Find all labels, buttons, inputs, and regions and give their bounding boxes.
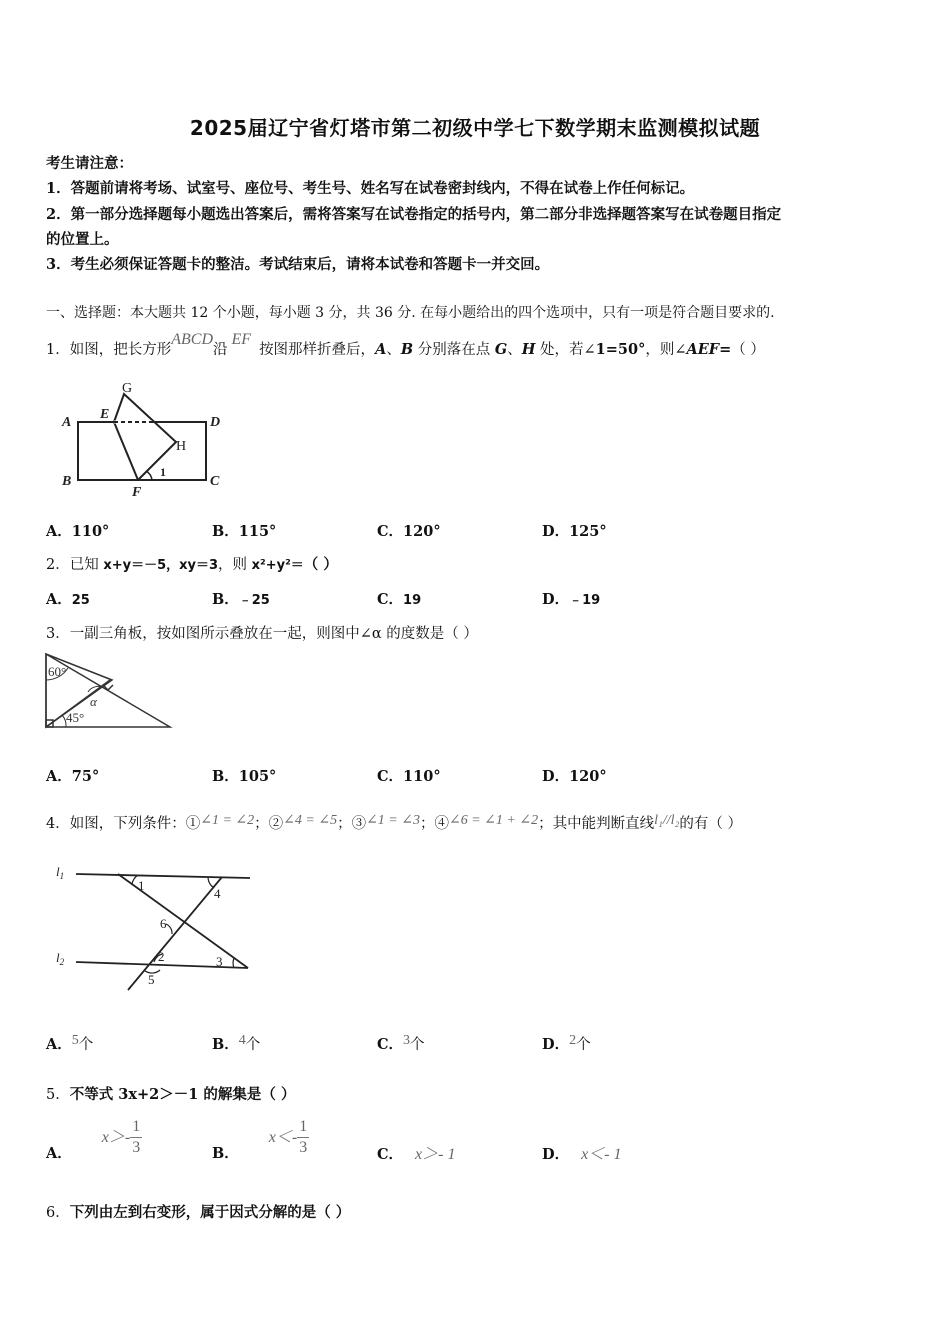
q1-text-d: 分别落在点 xyxy=(413,342,495,358)
q3-figure xyxy=(44,652,176,732)
page-title: 2025届辽宁省灯塔市第二初级中学七下数学期末监测模拟试题 xyxy=(189,116,761,140)
notice-item-1: 1．答题前请将考场、试室号、座位号、考生号、姓名写在试卷密封线内，不得在试卷上作任何标记。 xyxy=(46,180,695,197)
option-label: B． xyxy=(212,1144,239,1162)
q3-option-a[interactable] xyxy=(46,765,99,786)
q1-text-a: 如图，把长方形 xyxy=(69,342,172,358)
option-text: 25 xyxy=(71,593,90,608)
q3-label-alpha: α xyxy=(90,694,97,709)
q4-label-l2-sub: 2 xyxy=(59,957,65,967)
option-unit: 个 xyxy=(245,1037,261,1053)
option-label: C． xyxy=(377,523,404,540)
q4-label-5: 5 xyxy=(148,972,155,987)
option-number: 4 xyxy=(238,1033,246,1048)
notice-item-2: 2．第一部分选择题每小题选出答案后，需将答案写在试卷指定的括号内，第二部分非选择题答案写在试卷题目指定 xyxy=(46,206,782,223)
q1-answer-blank: （ ） xyxy=(731,342,765,358)
notice-item-3: 3．考生必须保证答题卡的整洁。考试结束后，请将本试卷和答题卡一并交回。 xyxy=(46,256,550,273)
q4-label-2: 2 xyxy=(158,949,165,964)
q1-text-f: ，则∠ xyxy=(645,342,687,358)
q4-option-a[interactable] xyxy=(46,1033,93,1054)
q3-number: 3． xyxy=(46,626,70,642)
q4-label-3: 3 xyxy=(216,954,223,969)
q4-text-a: 如图，下列条件：① xyxy=(69,816,201,832)
q4-figure xyxy=(52,858,262,994)
option-text: 115° xyxy=(238,523,277,540)
q5-text: 不等式 3x+2＞－1 的解集是（ ） xyxy=(69,1086,296,1103)
q1-fold-line-ef xyxy=(114,422,138,480)
q5-number: 5． xyxy=(46,1087,70,1103)
q1-math-ef: EF xyxy=(231,331,252,348)
q3-option-b[interactable] xyxy=(212,765,276,786)
option-text: 19 xyxy=(403,593,422,608)
q4-label-l1-letter: l xyxy=(56,864,60,879)
question-4 xyxy=(46,812,742,833)
q5-option-d[interactable] xyxy=(542,1141,622,1164)
q1-label-angle1: 1 xyxy=(160,465,166,479)
q2-option-a[interactable] xyxy=(46,588,90,609)
q1-figure xyxy=(56,378,236,500)
option-inequality: x＜- xyxy=(268,1128,298,1146)
option-label: D． xyxy=(542,523,570,540)
q4-text-e: ；其中能判断直线 xyxy=(538,816,655,832)
option-label: D． xyxy=(542,591,570,608)
q2-option-d[interactable] xyxy=(542,588,600,609)
q1-option-b[interactable] xyxy=(212,520,276,541)
q4-text-b: ；② xyxy=(254,816,284,832)
q1-math-abcd: ABCD xyxy=(171,331,214,348)
q6-number: 6． xyxy=(46,1205,70,1221)
q4-text-f: 的有（ ） xyxy=(679,816,742,832)
q4-label-l1 xyxy=(56,864,64,881)
q1-sep-1: 、 xyxy=(386,342,401,358)
option-label: D． xyxy=(542,1036,570,1053)
option-text: 125° xyxy=(569,523,607,540)
option-label: B． xyxy=(212,768,239,785)
option-label: A． xyxy=(46,768,72,785)
option-label: C． xyxy=(377,591,404,608)
q1-label-f: F xyxy=(132,485,142,500)
q3-option-d[interactable] xyxy=(542,765,607,786)
option-unit: 个 xyxy=(410,1037,425,1053)
q2-condition: x+y＝－5，xy＝3 xyxy=(103,558,219,573)
q1-option-c[interactable] xyxy=(377,520,441,541)
question-2 xyxy=(46,553,338,574)
q1-text-b: 沿 xyxy=(213,342,228,358)
question-5 xyxy=(46,1083,295,1104)
option-fraction xyxy=(297,1117,309,1158)
q1-point-a: A xyxy=(375,341,387,358)
fraction-numerator: 1 xyxy=(130,1117,142,1138)
q1-label-h: H xyxy=(176,439,187,454)
q4-text-d: ；④ xyxy=(420,816,449,832)
q4-label-1: 1 xyxy=(138,878,145,893)
option-text: 110° xyxy=(71,523,110,540)
q3-text: 一副三角板，按如图所示叠放在一起，则图中∠α 的度数是（ ） xyxy=(69,626,478,642)
section-heading: 一、选择题：本大题共 12 个小题，每小题 3 分，共 36 分. 在每小题给出的四个选项中，只有一项是符合题目要求的. xyxy=(46,305,775,321)
q1-point-h: H xyxy=(521,341,536,358)
option-label: B． xyxy=(212,1036,239,1053)
q4-parallel: l₁//l₂ xyxy=(654,813,680,828)
q2-expression: x²+y²＝ xyxy=(251,558,304,573)
option-label: C． xyxy=(377,1036,404,1053)
option-text: 120° xyxy=(569,768,607,785)
option-unit: 个 xyxy=(78,1037,94,1053)
question-1 xyxy=(46,331,765,359)
option-label: A． xyxy=(46,523,72,540)
q3-label-60: 60° xyxy=(48,664,67,679)
option-text: ﹣19 xyxy=(569,593,601,608)
option-label: A． xyxy=(46,591,72,608)
q1-option-a[interactable] xyxy=(46,520,109,541)
notice-heading: 考生请注意： xyxy=(46,155,133,172)
q4-option-b[interactable] xyxy=(212,1033,260,1054)
q1-point-b: B xyxy=(400,341,414,358)
fraction-denominator: 3 xyxy=(299,1139,308,1156)
q5-option-b[interactable] xyxy=(212,1117,309,1162)
q4-condition-1: ∠1 = ∠2 xyxy=(200,813,255,828)
q2-answer-blank: （ ） xyxy=(303,556,338,573)
option-inequality: x＜- 1 xyxy=(581,1146,622,1163)
option-number: 3 xyxy=(403,1033,411,1048)
q4-condition-3: ∠1 = ∠3 xyxy=(366,813,420,828)
q1-label-d: D xyxy=(210,415,221,430)
q4-condition-4: ∠6 = ∠1 + ∠2 xyxy=(449,813,539,828)
option-inequality: x＞- xyxy=(101,1128,131,1146)
option-label: D． xyxy=(542,1146,570,1163)
q6-text: 下列由左到右变形，属于因式分解的是（ ） xyxy=(69,1204,351,1221)
q1-point-g: G xyxy=(494,341,508,358)
q1-option-d[interactable] xyxy=(542,520,607,541)
question-6 xyxy=(46,1201,350,1222)
option-label: B． xyxy=(212,523,239,540)
q3-option-c[interactable] xyxy=(377,765,441,786)
q2-option-c[interactable] xyxy=(377,588,421,609)
q1-label-b: B xyxy=(62,474,72,489)
q1-number: 1． xyxy=(46,342,70,358)
option-text: ﹣25 xyxy=(238,593,270,608)
q5-option-c[interactable] xyxy=(377,1141,455,1164)
q4-label-6: 6 xyxy=(160,916,167,931)
option-fraction xyxy=(130,1117,142,1158)
option-text: 105° xyxy=(238,768,277,785)
q4-arc-6 xyxy=(166,924,172,934)
option-number: 5 xyxy=(71,1033,79,1048)
q1-folded-part xyxy=(114,394,176,480)
option-unit: 个 xyxy=(576,1037,591,1053)
q1-label-a: A xyxy=(62,415,72,430)
q4-text-c: ；③ xyxy=(337,816,367,832)
option-label: D． xyxy=(542,768,570,785)
q4-label-l2-letter: l xyxy=(56,950,60,965)
q2-number: 2． xyxy=(46,557,70,573)
option-label: C． xyxy=(377,1146,404,1163)
q4-option-d[interactable] xyxy=(542,1033,591,1054)
option-label: C． xyxy=(377,768,404,785)
q1-rectangle xyxy=(78,422,206,480)
q4-number: 4． xyxy=(46,816,70,832)
option-number: 2 xyxy=(569,1033,577,1048)
q4-transversal-2 xyxy=(128,877,222,990)
notice-item-2-cont: 的位置上。 xyxy=(46,231,119,248)
option-label: A． xyxy=(46,1036,72,1053)
q1-target-angle: AEF= xyxy=(686,341,732,358)
q4-line-l1 xyxy=(76,874,250,878)
q1-text-e: 处，若∠ xyxy=(535,342,596,358)
option-inequality: x＞- 1 xyxy=(415,1146,456,1163)
q4-condition-2: ∠4 = ∠5 xyxy=(283,813,338,828)
q3-label-45: 45° xyxy=(66,710,85,725)
q4-label-l1-sub: 1 xyxy=(59,871,65,881)
q2-text-b: ，则 xyxy=(218,557,252,573)
fraction-denominator: 3 xyxy=(132,1139,141,1156)
option-text: 120° xyxy=(403,523,441,540)
q1-sep-2: 、 xyxy=(507,342,522,358)
option-label: A． xyxy=(46,1144,72,1162)
q4-label-4: 4 xyxy=(214,886,221,901)
question-3 xyxy=(46,622,478,643)
fraction-numerator: 1 xyxy=(297,1117,309,1138)
q2-option-b[interactable] xyxy=(212,588,270,609)
q1-angle-arc xyxy=(146,471,152,480)
q1-label-c: C xyxy=(210,474,220,489)
q1-label-g: G xyxy=(122,381,133,396)
q4-option-c[interactable] xyxy=(377,1033,425,1054)
q5-option-a[interactable] xyxy=(46,1117,142,1162)
q1-angle-value: 1=50° xyxy=(595,341,646,358)
option-text: 110° xyxy=(403,768,441,785)
q1-text-c: 按图那样折叠后， xyxy=(259,342,376,358)
q1-label-e: E xyxy=(100,407,110,422)
q4-label-l2 xyxy=(56,950,65,967)
option-label: B． xyxy=(212,591,239,608)
option-text: 75° xyxy=(71,768,100,785)
q4-arc-3 xyxy=(233,958,234,968)
q2-text-a: 已知 xyxy=(69,557,104,573)
